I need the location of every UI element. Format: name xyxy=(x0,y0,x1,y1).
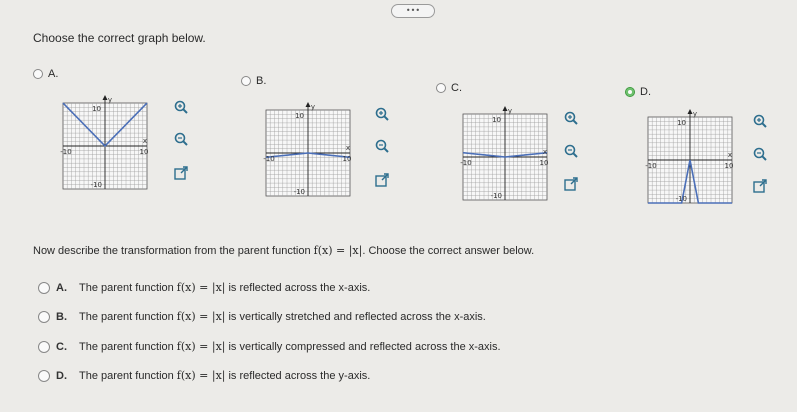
question-function: f(x) = xyxy=(313,244,349,257)
graph-b[interactable] xyxy=(258,100,358,206)
x-axis-label: x xyxy=(727,151,733,159)
answer-c-letter: C. xyxy=(56,340,67,353)
x-tick-label: 10 xyxy=(539,159,549,167)
graph-a[interactable] xyxy=(55,93,155,199)
y-tick-label: 10 xyxy=(92,105,101,113)
radio-option-b[interactable] xyxy=(241,76,251,86)
radio-option-a[interactable] xyxy=(33,69,43,79)
transformation-question xyxy=(33,244,534,257)
x-axis-label: x xyxy=(345,144,351,152)
radio-answer-c[interactable] xyxy=(38,341,50,353)
zoom-out-icon[interactable] xyxy=(374,138,390,154)
graph-c[interactable] xyxy=(455,104,555,210)
y-axis-label: y xyxy=(107,96,113,104)
x-tick-label: -10 xyxy=(263,155,275,163)
answer-a[interactable] xyxy=(38,281,370,294)
zoom-in-icon[interactable] xyxy=(563,110,579,126)
answer-b-prefix: The parent function xyxy=(79,310,174,323)
y-tick-label: -10 xyxy=(490,192,502,200)
x-tick-label: 10 xyxy=(342,155,352,163)
answer-a-letter: A. xyxy=(56,281,67,294)
instruction-text: Choose the correct graph below. xyxy=(33,31,206,45)
x-tick-label: 10 xyxy=(724,162,734,170)
answer-a-func: f(x) = |x| xyxy=(176,281,226,294)
expand-icon[interactable] xyxy=(173,165,189,181)
answer-b[interactable] xyxy=(38,310,486,323)
y-tick-label: 10 xyxy=(492,116,501,124)
option-d[interactable] xyxy=(625,86,651,98)
x-axis-label: x xyxy=(142,137,148,145)
x-tick-label: -10 xyxy=(460,159,472,167)
radio-option-d[interactable] xyxy=(625,87,635,97)
option-d-label: D. xyxy=(640,86,651,98)
answer-c[interactable] xyxy=(38,340,501,353)
option-a-label: A. xyxy=(48,68,59,80)
zoom-in-icon[interactable] xyxy=(752,113,768,129)
radio-answer-a[interactable] xyxy=(38,282,50,294)
y-axis-arrow xyxy=(103,95,108,100)
y-axis-arrow xyxy=(503,106,508,111)
radio-option-c[interactable] xyxy=(436,83,446,93)
answer-d-suffix: is reflected across the y-axis. xyxy=(228,369,371,382)
zoom-out-icon[interactable] xyxy=(173,131,189,147)
answer-c-prefix: The parent function xyxy=(79,340,174,353)
answer-c-func: f(x) = |x| xyxy=(176,340,226,353)
question-abs: |x| xyxy=(348,244,363,257)
y-tick-label: -10 xyxy=(293,188,305,196)
zoom-out-icon[interactable] xyxy=(752,146,768,162)
answer-b-suffix: is vertically stretched and reflected across the x-axis. xyxy=(228,310,486,323)
y-axis-label: y xyxy=(507,107,513,115)
answer-c-suffix: is vertically compressed and reflected across the x-axis. xyxy=(228,340,501,353)
y-tick-label: 10 xyxy=(677,119,686,127)
zoom-out-icon[interactable] xyxy=(563,143,579,159)
zoom-in-icon[interactable] xyxy=(173,99,189,115)
graph-c-svg xyxy=(455,104,555,210)
answer-d-func: f(x) = |x| xyxy=(176,369,226,382)
x-tick-label: -10 xyxy=(645,162,657,170)
option-c-label: C. xyxy=(451,82,462,94)
graph-d-svg xyxy=(640,107,740,213)
option-b[interactable] xyxy=(241,75,266,87)
question-prefix: Now describe the transformation from the parent function xyxy=(33,245,314,257)
radio-answer-b[interactable] xyxy=(38,311,50,323)
drag-handle[interactable]: ••• xyxy=(391,4,435,18)
graph-a-svg xyxy=(55,93,155,199)
zoom-in-icon[interactable] xyxy=(374,106,390,122)
answer-a-prefix: The parent function xyxy=(79,281,174,294)
x-tick-label: -10 xyxy=(60,148,72,156)
expand-icon[interactable] xyxy=(563,176,579,192)
radio-answer-d[interactable] xyxy=(38,370,50,382)
option-b-label: B. xyxy=(256,75,267,87)
y-tick-label: -10 xyxy=(90,181,102,189)
x-tick-label: 10 xyxy=(139,148,149,156)
answer-d-letter: D. xyxy=(56,369,67,382)
y-axis-arrow xyxy=(306,102,311,107)
y-tick-label: 10 xyxy=(295,112,304,120)
x-axis-label: x xyxy=(542,148,548,156)
expand-icon[interactable] xyxy=(374,172,390,188)
y-axis-label: y xyxy=(692,110,698,118)
answer-b-letter: B. xyxy=(56,310,67,323)
option-c[interactable] xyxy=(436,82,462,94)
y-axis-arrow xyxy=(688,109,693,114)
answer-a-suffix: is reflected across the x-axis. xyxy=(228,281,371,294)
expand-icon[interactable] xyxy=(752,178,768,194)
question-suffix: . Choose the correct answer below. xyxy=(362,245,535,257)
answer-d-prefix: The parent function xyxy=(79,369,174,382)
graph-d[interactable] xyxy=(640,107,740,213)
answer-d[interactable] xyxy=(38,369,370,382)
option-a[interactable] xyxy=(33,68,58,80)
y-tick-label: -10 xyxy=(675,195,687,203)
graph-b-svg xyxy=(258,100,358,206)
answer-b-func: f(x) = |x| xyxy=(176,310,226,323)
y-axis-label: y xyxy=(310,103,316,111)
